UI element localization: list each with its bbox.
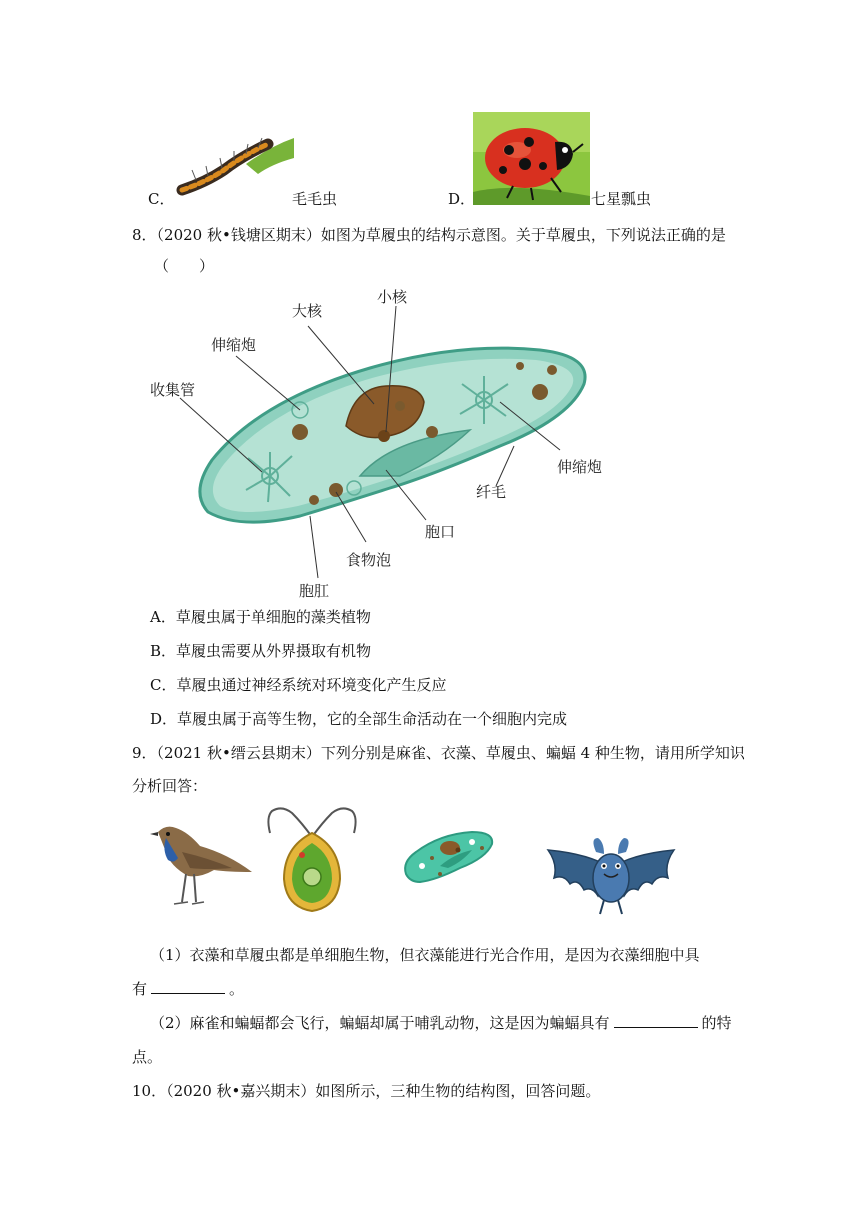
q9-sub1-line1: （1）衣藻和草履虫都是单细胞生物，但衣藻能进行光合作用，是因为衣藻细胞中具: [150, 946, 700, 964]
option-d-letter: D．: [448, 190, 476, 208]
q8-option-b: B．草履虫需要从外界摄取有机物: [150, 642, 372, 660]
question-9-stem-line2: 分析回答：: [132, 777, 208, 795]
question-9-stem-line1: 9．（2021 秋•缙云县期末）下列分别是麻雀、衣藻、草履虫、蝙蝠 4 种生物，请用所学知识: [132, 744, 745, 762]
q9-sub1-line2: [132, 979, 244, 999]
paramecium-small-image: [400, 828, 496, 886]
label-anal-pore: 胞肛: [299, 582, 330, 600]
q8-option-d: D．草履虫属于高等生物，它的全部生命活动在一个细胞内完成: [150, 710, 568, 728]
ladybug-image: [473, 112, 590, 205]
label-big-nucleus: 大核: [292, 302, 323, 320]
q9-sub2-prefix: （2）麻雀和蝙蝠都会飞行，蝙蝠却属于哺乳动物，这是因为蝙蝠具有: [150, 1014, 610, 1032]
chlamydomonas-image: [262, 803, 362, 915]
label-contractile-vacuole-left: 伸缩炮: [211, 336, 257, 354]
question-8-paren: （ ）: [154, 257, 215, 275]
bat-image: [546, 834, 676, 934]
q9-sub1-suffix: 。: [229, 980, 245, 998]
question-8-stem: 8．（2020 秋•钱塘区期末）如图为草履虫的结构示意图。关于草履虫，下列说法正确的是: [132, 226, 726, 244]
option-c-name: 毛毛虫: [292, 190, 338, 208]
label-collecting-tube: 收集管: [150, 381, 196, 399]
label-small-nucleus: 小核: [377, 288, 408, 306]
q9-sub2-suffix: 的特: [701, 1014, 732, 1032]
q9-sub1-prefix: 有: [132, 980, 148, 998]
sparrow-image: [148, 812, 254, 910]
q8-option-a: A．草履虫属于单细胞的藻类植物: [150, 608, 371, 626]
label-contractile-vacuole-right: 伸缩炮: [557, 458, 603, 476]
question-10-stem: 10．（2020 秋•嘉兴期末）如图所示，三种生物的结构图，回答问题。: [132, 1082, 601, 1100]
q9-answer-blank-2[interactable]: [614, 1013, 698, 1028]
option-c-letter: C．: [148, 190, 175, 208]
label-oral-groove: 胞口: [425, 523, 456, 541]
label-cilia: 纤毛: [476, 483, 507, 501]
caterpillar-image: [176, 124, 294, 204]
q9-answer-blank-1[interactable]: [151, 979, 225, 994]
q9-sub2-line2: 点。: [132, 1048, 163, 1066]
option-d-name: 七星瓢虫: [591, 190, 652, 208]
label-food-vacuole: 食物泡: [346, 551, 392, 569]
q8-option-c: C．草履虫通过神经系统对环境变化产生反应: [150, 676, 447, 694]
q9-sub2-line1: [150, 1013, 732, 1033]
